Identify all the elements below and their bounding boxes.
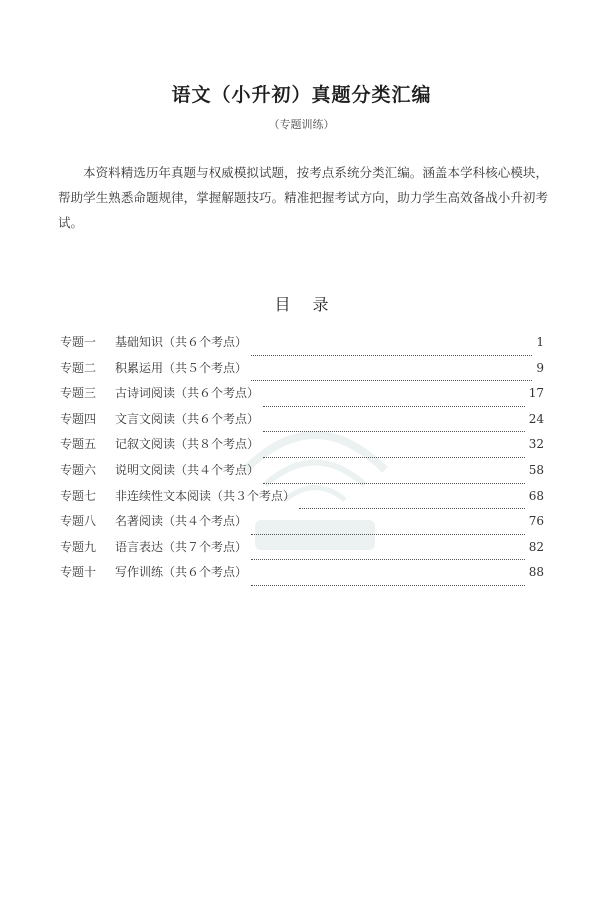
toc-entry-number: 专题九 <box>60 539 97 554</box>
toc-entry-title: 非连续性文本阅读（共３个考点） <box>115 488 296 503</box>
toc-entry-title: 语言表达（共７个考点） <box>115 539 248 554</box>
toc-entry-title: 写作训练（共６个考点） <box>115 565 248 580</box>
toc-dot-leader <box>263 406 525 407</box>
toc-entry[interactable] <box>60 333 544 359</box>
toc-entry-number: 专题一 <box>60 335 97 349</box>
toc-entry-number: 专题二 <box>60 360 97 375</box>
toc-entry[interactable] <box>60 512 544 538</box>
toc-entry-page: 58 <box>528 462 544 477</box>
toc-dot-leader <box>251 355 532 356</box>
toc-heading: 目录 <box>274 295 351 314</box>
toc-entry-page: 76 <box>528 514 544 529</box>
toc-dot-leader <box>251 585 525 586</box>
toc-entry-page: 82 <box>528 539 544 554</box>
toc-entry-title: 名著阅读（共４个考点） <box>115 514 248 529</box>
toc-entry-title: 说明文阅读（共４个考点） <box>115 462 260 477</box>
toc-entry-number: 专题七 <box>60 488 97 503</box>
toc-entry-title: 文言文阅读（共６个考点） <box>115 411 260 426</box>
toc-dot-leader <box>263 457 525 458</box>
toc-entry-page: 68 <box>528 488 544 503</box>
toc-dot-leader <box>263 483 525 484</box>
toc-entry-title: 古诗词阅读（共６个考点） <box>115 386 260 401</box>
toc-entry-number: 专题八 <box>60 514 97 529</box>
toc-entry-number: 专题三 <box>60 386 97 401</box>
toc-entry-page: 9 <box>536 360 544 375</box>
toc-entry[interactable] <box>60 538 544 564</box>
toc-entry-page: 32 <box>528 437 544 452</box>
toc-entry-number: 专题十 <box>60 565 97 580</box>
toc-entry[interactable] <box>60 563 544 589</box>
toc-entry-title: 记叙文阅读（共８个考点） <box>115 437 260 452</box>
toc-entry[interactable] <box>60 435 544 461</box>
document-subtitle: （专题训练） <box>268 118 335 131</box>
toc-entry-page: 24 <box>528 411 544 426</box>
document-title: 语文（小升初）真题分类汇编 <box>171 84 432 106</box>
toc-dot-leader <box>251 559 525 560</box>
toc-entry[interactable] <box>60 410 544 436</box>
toc-entry-number: 专题四 <box>60 411 97 426</box>
toc-dot-leader <box>251 534 525 535</box>
toc-entry-title: 基础知识（共６个考点） <box>115 335 248 349</box>
toc-entry-number: 专题五 <box>60 437 97 452</box>
toc-entry-number: 专题六 <box>60 462 97 477</box>
toc-entry-page: 1 <box>536 335 544 349</box>
toc-dot-leader <box>251 380 532 381</box>
toc-entry-title: 积累运用（共５个考点） <box>115 360 248 375</box>
toc-entry-page: 17 <box>528 386 544 401</box>
toc-dot-leader <box>263 431 525 432</box>
toc-dot-leader <box>299 508 525 509</box>
toc-entry[interactable] <box>60 359 544 385</box>
table-of-contents <box>60 333 544 589</box>
toc-entry[interactable] <box>60 487 544 513</box>
toc-entry-page: 88 <box>528 565 544 580</box>
intro-paragraph: 本资料精选历年真题与权威模拟试题，按考点系统分类汇编。涵盖本学科核心模块，帮助学生熟悉命题规律，掌握解题技巧。精准把握考试方向，助力学生高效备战小升初考试。 <box>58 165 548 230</box>
toc-entry[interactable] <box>60 461 544 487</box>
toc-entry[interactable] <box>60 384 544 410</box>
